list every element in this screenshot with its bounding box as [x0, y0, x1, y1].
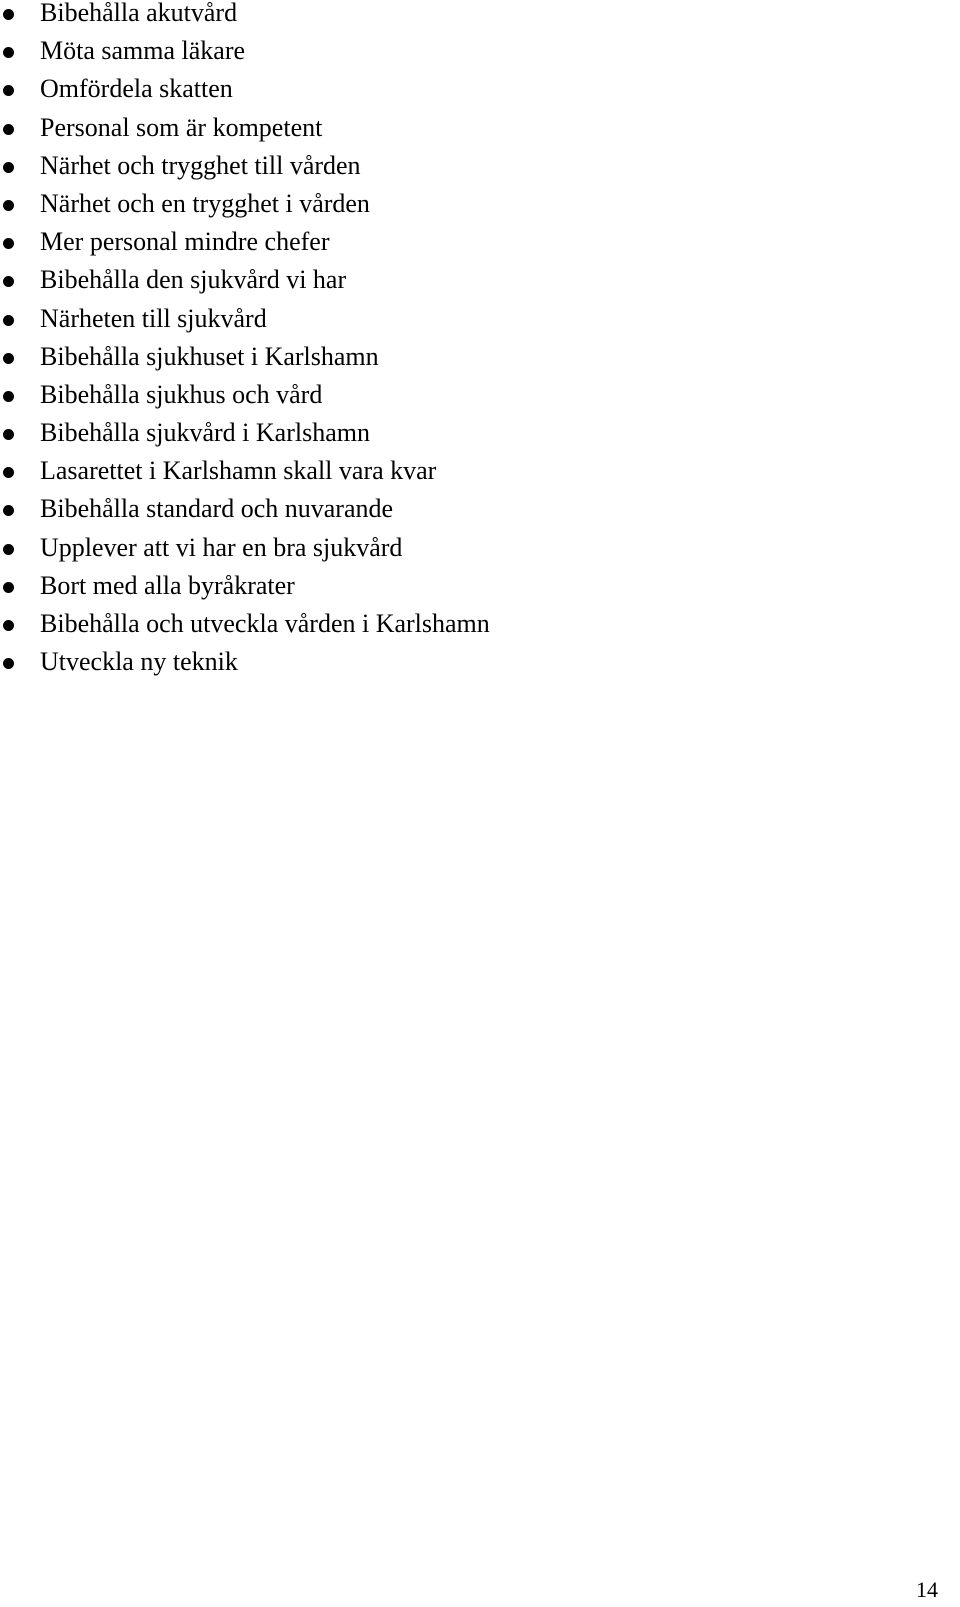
- bullet-icon: [3, 505, 14, 516]
- bullet-icon: [3, 582, 14, 593]
- bullet-icon: [3, 391, 14, 402]
- list-item-text: Bibehålla akutvård: [40, 0, 238, 27]
- list-item-text: Närhet och trygghet till vården: [40, 150, 361, 180]
- list-item-text: Omfördela skatten: [40, 74, 233, 104]
- bullet-icon: [3, 620, 14, 631]
- list-item-text: Bibehålla sjukhuset i Karlshamn: [40, 341, 379, 371]
- list-item-text: Bort med alla byråkrater: [40, 570, 295, 600]
- list-item-text: Närhet och en trygghet i vården: [40, 188, 370, 218]
- bullet-icon: [3, 353, 14, 364]
- list-item-text: Möta samma läkare: [40, 36, 246, 66]
- list-item-text: Bibehålla sjukvård i Karlshamn: [40, 418, 370, 448]
- list-item-text: Bibehålla standard och nuvarande: [40, 494, 394, 524]
- bullet-icon: [3, 9, 14, 20]
- list-item-text: Upplever att vi har en bra sjukvård: [40, 532, 403, 562]
- bullet-icon: [3, 276, 14, 287]
- bullet-icon: [3, 85, 14, 96]
- bullet-icon: [3, 162, 14, 173]
- list-item-text: Bibehålla den sjukvård vi har: [40, 265, 347, 295]
- list-item-text: Bibehålla sjukhus och vård: [40, 379, 323, 409]
- page-number: 14: [916, 1577, 938, 1602]
- bullet-icon: [3, 238, 14, 249]
- list-item-text: Utveckla ny teknik: [40, 647, 238, 677]
- list-item-text: Bibehålla och utveckla vården i Karlshamn: [40, 609, 490, 638]
- bullet-icon: [3, 467, 14, 478]
- bullet-icon: [3, 124, 14, 135]
- bullet-icon: [3, 658, 14, 669]
- list-item-text: Lasarettet i Karlshamn skall vara kvar: [40, 456, 437, 486]
- list-item-text: Närheten till sjukvård: [40, 303, 267, 333]
- bullet-icon: [3, 544, 14, 555]
- bullet-icon: [3, 47, 14, 58]
- list-item-text: Personal som är kompetent: [40, 112, 323, 142]
- bullet-icon: [3, 429, 14, 440]
- bullet-icon: [3, 315, 14, 326]
- bullet-icon: [3, 200, 14, 211]
- list-item-text: Mer personal mindre chefer: [40, 227, 330, 257]
